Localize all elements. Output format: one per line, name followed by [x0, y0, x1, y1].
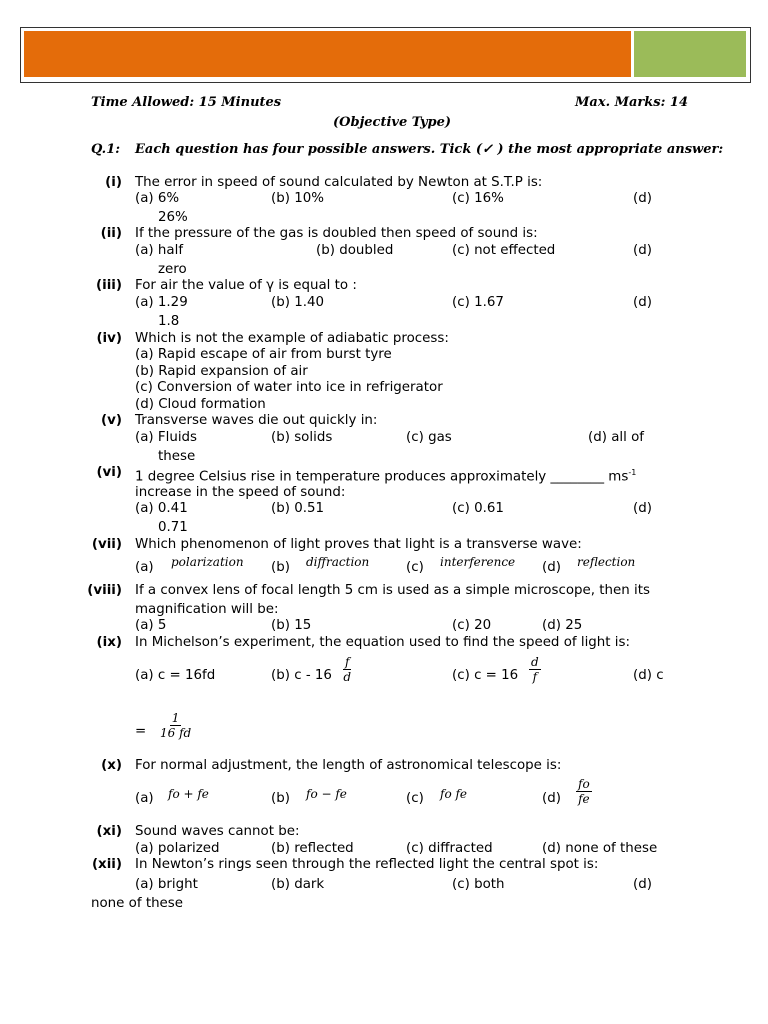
unit-superscript: -1 — [628, 468, 637, 477]
banner-orange-band — [24, 31, 631, 77]
option-b: (b) 0.51 — [271, 501, 325, 516]
option-c-value: interference — [440, 555, 516, 569]
denominator: fe — [578, 792, 590, 806]
option-b: (b) — [271, 560, 290, 575]
question-number: (ix) — [96, 635, 122, 650]
option-a: (a) — [135, 560, 154, 575]
option-c: (c) — [406, 791, 424, 806]
question-number: (x) — [101, 758, 122, 773]
option-d-value: zero — [158, 262, 187, 277]
question-text: For normal adjustment, the length of astronomical telescope is: — [135, 758, 562, 773]
question-number: (xi) — [96, 824, 122, 839]
option-d-value: 1.8 — [158, 314, 180, 329]
question-label: Q.1: — [91, 142, 121, 157]
option-b: (b) — [271, 791, 290, 806]
question-text: In Newton’s rings seen through the reflected light the central spot is: — [135, 857, 599, 872]
question-number: (ii) — [100, 226, 122, 241]
option-d: (d) — [633, 501, 652, 516]
option-a: (a) c = 16fd — [135, 668, 216, 683]
question-text: The error in speed of sound calculated by Newton at S.T.P is: — [135, 175, 543, 190]
option-a: (a) 6% — [135, 191, 180, 206]
option-c: (c) both — [452, 877, 505, 892]
option-c: (c) Conversion of water into ice in refrigerator — [135, 380, 443, 395]
denominator: 16 fd — [160, 726, 192, 740]
question-text: Which phenomenon of light proves that light is a transverse wave: — [135, 537, 582, 552]
question-text: Transverse waves die out quickly in: — [135, 413, 378, 428]
option-c: (c) not effected — [452, 243, 556, 258]
numerator: fo — [578, 777, 590, 791]
option-c: (c) 1.67 — [452, 295, 504, 310]
denominator: f — [532, 670, 538, 684]
option-c: (c) diffracted — [406, 841, 493, 856]
option-d-value: reflection — [577, 555, 636, 569]
question-text — [135, 465, 636, 485]
option-a: (a) 0.41 — [135, 501, 188, 516]
option-d: (d) — [542, 791, 561, 806]
numerator: 1 — [171, 711, 180, 725]
option-b: (b) Rapid expansion of air — [135, 364, 308, 379]
option-d: (d) none of these — [542, 841, 658, 856]
option-d: (d) — [633, 877, 652, 892]
option-d: (d) — [633, 243, 652, 258]
question-number: (iv) — [96, 331, 122, 346]
option-d: (d) 25 — [542, 618, 583, 633]
option-b-fraction — [343, 655, 351, 684]
option-c: (c) gas — [406, 430, 452, 445]
question-text: Which is not the example of adiabatic process: — [135, 331, 449, 346]
option-b: (b) c - 16 — [271, 668, 332, 683]
question-text: Sound waves cannot be: — [135, 824, 300, 839]
option-d: (d) — [542, 560, 561, 575]
question-number: (i) — [105, 175, 122, 190]
option-d: (d) Cloud formation — [135, 397, 266, 412]
option-b-value: fo − fe — [306, 787, 347, 801]
question-text-cont: increase in the speed of sound: — [135, 485, 346, 500]
question-text-main: 1 degree Celsius rise in temperature produces approximately ________ ms — [135, 469, 629, 485]
option-a: (a) polarized — [135, 841, 220, 856]
option-d-value: 0.71 — [158, 520, 188, 535]
question-number: (vii) — [91, 537, 122, 552]
question-number: (iii) — [95, 278, 122, 293]
option-d-value: 26% — [158, 210, 188, 225]
question-text: For air the value of γ is equal to : — [135, 278, 357, 293]
option-b: (b) dark — [271, 877, 325, 892]
option-b: (b) 1.40 — [271, 295, 325, 310]
option-a-value: polarization — [171, 555, 244, 569]
question-number: (v) — [101, 413, 122, 428]
option-d-value: these — [158, 449, 196, 464]
question-text-cont: magnification will be: — [135, 602, 279, 617]
option-a: (a) Rapid escape of air from burst tyre — [135, 347, 392, 362]
option-c: (c) 20 — [452, 618, 492, 633]
time-allowed: Time Allowed: 15 Minutes — [91, 95, 282, 110]
option-d: (d) all of — [588, 430, 645, 445]
denominator: d — [343, 670, 352, 684]
header-banner — [20, 27, 751, 83]
option-b: (b) 10% — [271, 191, 324, 206]
option-b: (b) reflected — [271, 841, 354, 856]
question-number: (vi) — [96, 465, 122, 480]
option-d-equals: = — [135, 724, 147, 739]
numerator: f — [345, 655, 350, 669]
banner-green-band — [634, 31, 746, 77]
option-d-fraction — [576, 777, 592, 806]
question-text: If a convex lens of focal length 5 cm is used as a simple microscope, then its — [135, 583, 650, 598]
max-marks: Max. Marks: 14 — [575, 95, 689, 110]
option-a: (a) 5 — [135, 618, 167, 633]
option-c: (c) 16% — [452, 191, 504, 206]
option-d: (d) — [633, 295, 652, 310]
option-c-value: fo fe — [440, 787, 468, 801]
option-c-fraction — [529, 655, 541, 684]
option-a: (a) Fluids — [135, 430, 198, 445]
question-number: (viii) — [87, 583, 122, 598]
numerator: d — [531, 655, 539, 669]
option-b: (b) doubled — [316, 243, 394, 258]
question-text: In Michelson’s experiment, the equation used to find the speed of light is: — [135, 635, 630, 650]
option-a: (a) — [135, 791, 154, 806]
option-a: (a) 1.29 — [135, 295, 188, 310]
option-a: (a) half — [135, 243, 184, 258]
question-number: (xii) — [91, 857, 122, 872]
question-text: If the pressure of the gas is doubled then speed of sound is: — [135, 226, 538, 241]
option-d: (d) — [633, 191, 652, 206]
option-b-value: diffraction — [306, 555, 370, 569]
option-d-fraction — [160, 711, 191, 740]
option-c: (c) c = 16 — [452, 668, 519, 683]
option-b: (b) solids — [271, 430, 333, 445]
option-c: (c) 0.61 — [452, 501, 504, 516]
option-d-value: none of these — [91, 896, 184, 911]
instruction: Each question has four possible answers. Tick (✓ ) the most appropriate answer: — [135, 142, 724, 157]
option-d: (d) c — [633, 668, 664, 683]
option-a: (a) bright — [135, 877, 198, 892]
paper-type: (Objective Type) — [333, 115, 452, 130]
option-c: (c) — [406, 560, 424, 575]
option-b: (b) 15 — [271, 618, 312, 633]
option-a-value: fo + fe — [168, 787, 209, 801]
